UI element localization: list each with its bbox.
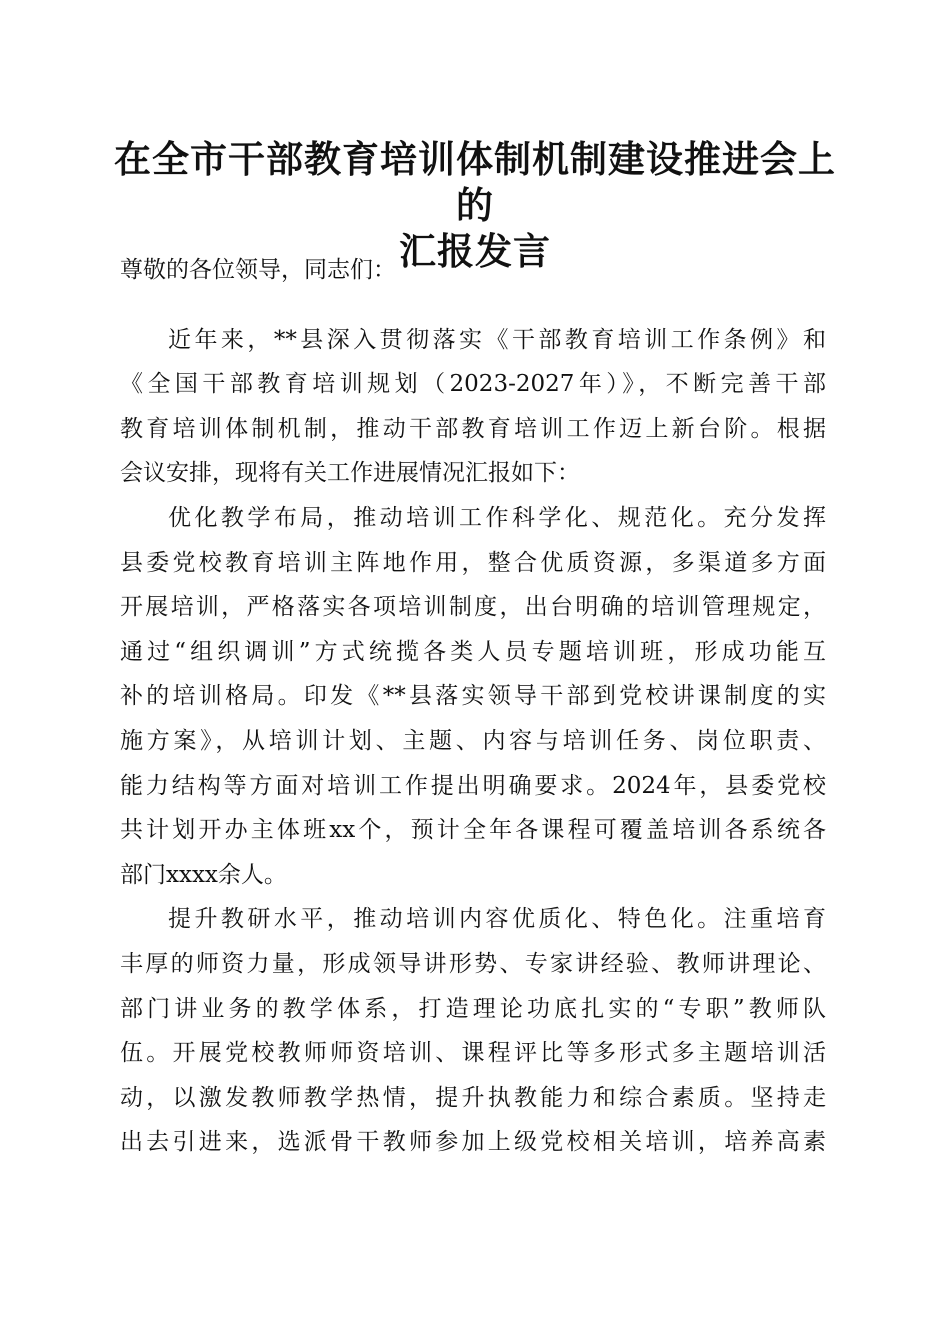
- paragraph-3-line: 出去引进来，选派骨干教师参加上级党校相关培训，培养高素: [120, 1129, 826, 1156]
- document-body: [120, 254, 826, 1171]
- paragraph-2-line: 通过“组织调训”方式统揽各类人员专题培训班，形成功能互: [120, 638, 826, 665]
- paragraph-3-line: 伍。开展党校教师师资培训、课程评比等多形式多主题培训活: [120, 1040, 826, 1067]
- paragraph-1-line: 近年来，**县深入贯彻落实《干部教育培训工作条例》和: [168, 326, 826, 353]
- paragraph-2-line: 优化教学布局，推动培训工作科学化、规范化。充分发挥: [168, 504, 826, 531]
- paragraph-3-line: 提升教研水平，推动培训内容优质化、特色化。注重培育: [168, 906, 826, 933]
- paragraph-1-line: 教育培训体制机制，推动干部教育培训工作迈上新台阶。根据: [120, 415, 826, 442]
- paragraph-1-line: 《全国干部教育培训规划（2023-2027年）》，不断完善干部: [120, 371, 826, 398]
- paragraph-3-line: 部门讲业务的教学体系，打造理论功底扎实的“专职”教师队: [120, 995, 826, 1022]
- paragraph-2-line: 开展培训，严格落实各项培训制度，出台明确的培训管理规定，: [120, 594, 826, 621]
- paragraph-2-line: 施方案》，从培训计划、主题、内容与培训任务、岗位职责、: [120, 727, 826, 754]
- paragraph-3-line: 动，以激发教师教学热情，提升执教能力和综合素质。坚持走: [120, 1084, 826, 1111]
- paragraph-2-line: 共计划开办主体班xx个，预计全年各课程可覆盖培训各系统各: [120, 817, 826, 844]
- paragraph-3-line: 丰厚的师资力量，形成领导讲形势、专家讲经验、教师讲理论、: [120, 950, 826, 977]
- paragraph-2-line: 能力结构等方面对培训工作提出明确要求。2024年，县委党校: [120, 772, 826, 799]
- title-line-2: 汇报发言: [399, 229, 551, 273]
- salutation: 尊敬的各位领导，同志们：: [120, 257, 396, 283]
- paragraph-1-line: 会议安排，现将有关工作进展情况汇报如下：: [120, 460, 580, 487]
- paragraph-2-line: 县委党校教育培训主阵地作用，整合优质资源，多渠道多方面: [120, 549, 826, 576]
- title-line-1: 在全市干部教育培训体制机制建设推进会上的: [114, 137, 836, 227]
- paragraph-2-line: 补的培训格局。印发《**县落实领导干部到党校讲课制度的实: [120, 683, 826, 710]
- paragraph-2-line: 部门xxxx余人。: [120, 861, 287, 888]
